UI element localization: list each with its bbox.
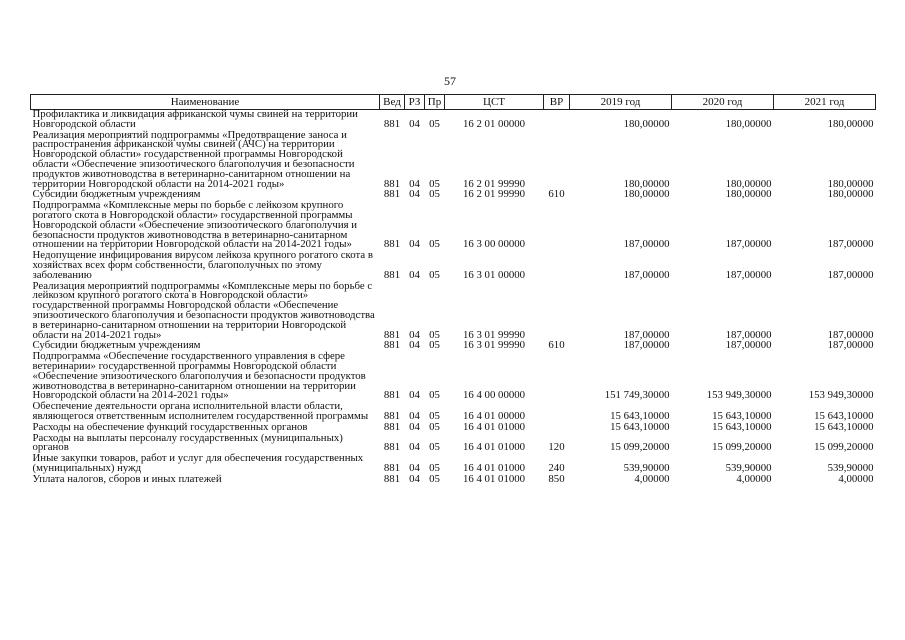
cell-2021: 180,00000 (827, 177, 874, 190)
cell-name: Субсидии бюджетным учреждениям (32, 339, 201, 352)
cell-vr (544, 352, 570, 402)
cell-pr: 05 (429, 328, 440, 341)
cell-cst: 16 3 01 00000 (462, 268, 526, 281)
cell-2019: 187,00000 (623, 339, 670, 352)
cell-ved: 881 (383, 238, 401, 251)
cell-ved: 881 (383, 328, 401, 341)
cell-rz: 04 (409, 409, 420, 422)
cell-pr: 05 (429, 420, 440, 433)
cell-2020: 187,00000 (725, 238, 772, 251)
cell-vr: 240 (548, 461, 565, 474)
cell-pr: 05 (429, 441, 440, 454)
cell-2020: 4,00000 (736, 472, 772, 485)
cell-vr: 120 (548, 441, 565, 454)
cell-ved: 881 (383, 268, 401, 281)
cell-2020: 153 949,30000 (706, 389, 772, 402)
cell-2020: 187,00000 (725, 339, 772, 352)
cell-vr: 610 (548, 188, 565, 201)
cell-cst: 16 4 01 01000 (462, 441, 526, 454)
cell-pr: 05 (429, 461, 440, 474)
cell-2021: 15 099,20000 (814, 441, 874, 454)
cell-2020: 15 643,10000 (712, 420, 772, 433)
cell-name: Подпрограмма «Обеспечение государственного управления в сфере ветеринарии» государственной программы Новгородской области «Обеспечение эпизоотического благополучия и безопасности продуктов животноводства в ветеринарно-санитарном отношении на территории Новгородской области на 2014-2021 годы» (32, 350, 366, 402)
cell-2020: 15 643,10000 (712, 409, 772, 422)
cell-vr (544, 423, 570, 434)
cell-2021: 187,00000 (827, 268, 874, 281)
cell-rz: 04 (409, 268, 420, 281)
budget-table (30, 94, 876, 485)
table-row (31, 282, 876, 342)
cell-ved: 881 (383, 420, 401, 433)
table-row (31, 110, 876, 131)
table-row (31, 475, 876, 486)
cell-name: Реализация мероприятий подпрограммы «Предотвращение заноса и распространения африканской чумы свиней (АЧС) на территории Новгородской области» государственной программы Новгородской области «Обеспечение эпизоотического благополучия и безопасности продуктов животноводства в ветеринарно-санитарном отношении на территории Новгородской области на 2014-2021 годы» (32, 128, 355, 190)
cell-rz: 04 (409, 188, 420, 201)
cell-2019: 15 643,10000 (610, 420, 670, 433)
cell-2021: 15 643,10000 (814, 409, 874, 422)
cell-cst: 16 4 01 00000 (462, 409, 526, 422)
cell-2019: 151 749,30000 (604, 389, 670, 402)
cell-vr (544, 251, 570, 281)
cell-rz: 04 (409, 472, 420, 485)
column-header-2020: 2020 год (672, 95, 774, 110)
cell-ved: 881 (383, 188, 401, 201)
cell-2021: 187,00000 (827, 328, 874, 341)
cell-ved: 881 (383, 117, 401, 130)
table-row (31, 201, 876, 251)
column-header-2021: 2021 год (774, 95, 876, 110)
cell-2021: 187,00000 (827, 238, 874, 251)
cell-ved: 881 (383, 409, 401, 422)
column-header-ved: Вед (380, 95, 405, 110)
cell-2019: 180,00000 (623, 188, 670, 201)
cell-rz: 04 (409, 328, 420, 341)
cell-name: Уплата налогов, сборов и иных платежей (32, 472, 222, 485)
table-row (31, 454, 876, 475)
cell-2020: 187,00000 (725, 268, 772, 281)
cell-rz: 04 (409, 441, 420, 454)
table-row (31, 352, 876, 402)
cell-pr: 05 (429, 117, 440, 130)
cell-name: Профилактика и ликвидация африканской чумы свиней на территории Новгородской области (32, 108, 358, 130)
cell-ved: 881 (383, 177, 401, 190)
cell-2021: 4,00000 (838, 472, 874, 485)
column-header-name: Наименование (31, 95, 380, 110)
cell-cst: 16 3 00 00000 (462, 238, 526, 251)
cell-rz: 04 (409, 461, 420, 474)
column-header-2019: 2019 год (570, 95, 672, 110)
cell-name: Реализация мероприятий подпрограммы «Комплексные меры по борьбе с лейкозом крупного рогатого скота в Новгородской области» государственной программы Новгородской области «Обеспечение эпизоотического благополучия и безопасности продуктов животноводства в ветеринарно-санитарном отношении на территории Новгородской области на 2014-2021 годы» (32, 279, 375, 341)
cell-2020: 180,00000 (725, 117, 772, 130)
cell-rz: 04 (409, 177, 420, 190)
cell-2019: 15 643,10000 (610, 409, 670, 422)
cell-vr (544, 402, 570, 423)
cell-rz: 04 (409, 389, 420, 402)
cell-2019: 15 099,20000 (610, 441, 670, 454)
cell-2019: 187,00000 (623, 268, 670, 281)
cell-2020: 15 099,20000 (712, 441, 772, 454)
cell-vr: 850 (548, 472, 565, 485)
cell-ved: 881 (383, 461, 401, 474)
cell-name: Недопущение инфицирования вирусом лейкоза крупного рогатого скота в хозяйствах всех форм собственности, благополучных по этому заболеванию (32, 249, 373, 281)
cell-cst: 16 4 00 00000 (462, 389, 526, 402)
table-body (31, 110, 876, 486)
cell-pr: 05 (429, 472, 440, 485)
cell-cst: 16 2 01 99990 (462, 188, 526, 201)
cell-pr: 05 (429, 188, 440, 201)
cell-2019: 180,00000 (623, 117, 670, 130)
table-row (31, 131, 876, 191)
cell-cst: 16 2 01 99990 (462, 177, 526, 190)
cell-rz: 04 (409, 117, 420, 130)
cell-pr: 05 (429, 339, 440, 352)
cell-cst: 16 3 01 99990 (462, 328, 526, 341)
cell-2019: 4,00000 (634, 472, 670, 485)
table-row (31, 434, 876, 455)
cell-2021: 15 643,10000 (814, 420, 874, 433)
cell-cst: 16 3 01 99990 (462, 339, 526, 352)
cell-2021: 180,00000 (827, 117, 874, 130)
column-header-pr: Пр (425, 95, 445, 110)
cell-2019: 539,90000 (623, 461, 670, 474)
cell-2019: 180,00000 (623, 177, 670, 190)
column-header-rz: РЗ (405, 95, 425, 110)
cell-pr: 05 (429, 177, 440, 190)
cell-pr: 05 (429, 268, 440, 281)
cell-ved: 881 (383, 472, 401, 485)
cell-2021: 187,00000 (827, 339, 874, 352)
cell-vr: 610 (548, 339, 565, 352)
column-header-vr: ВР (544, 95, 570, 110)
cell-ved: 881 (383, 441, 401, 454)
cell-vr (544, 282, 570, 342)
cell-cst: 16 2 01 00000 (462, 117, 526, 130)
cell-pr: 05 (429, 238, 440, 251)
cell-name: Субсидии бюджетным учреждениям (32, 188, 201, 201)
cell-2021: 153 949,30000 (808, 389, 874, 402)
cell-cst: 16 4 01 01000 (462, 461, 526, 474)
cell-2021: 180,00000 (827, 188, 874, 201)
cell-cst: 16 4 01 01000 (462, 472, 526, 485)
cell-rz: 04 (409, 420, 420, 433)
cell-rz: 04 (409, 238, 420, 251)
cell-name: Подпрограмма «Комплексные меры по борьбе с лейкозом крупного рогатого скота в Новгородской области» государственной программы Новгородской области «Обеспечение эпизоотического благополучия и безопасности продуктов животноводства в ветеринарно-санитарном отношении на территории Новгородской области на 2014-2021 годы» (32, 199, 358, 251)
cell-2020: 180,00000 (725, 177, 772, 190)
cell-pr: 05 (429, 409, 440, 422)
cell-cst: 16 4 01 01000 (462, 420, 526, 433)
cell-vr (544, 131, 570, 191)
cell-pr: 05 (429, 389, 440, 402)
cell-ved: 881 (383, 339, 401, 352)
cell-2019: 187,00000 (623, 238, 670, 251)
cell-2019: 187,00000 (623, 328, 670, 341)
cell-2021: 539,90000 (827, 461, 874, 474)
cell-2020: 180,00000 (725, 188, 772, 201)
cell-rz: 04 (409, 339, 420, 352)
cell-name: Обеспечение деятельности органа исполнительной власти области, являющегося ответственным исполнителем государственной программы (32, 400, 369, 422)
cell-name: Иные закупки товаров, работ и услуг для обеспечения государственных (муниципальных) нужд (32, 452, 364, 474)
cell-ved: 881 (383, 389, 401, 402)
cell-name: Расходы на обеспечение функций государственных органов (32, 420, 308, 433)
cell-vr (544, 201, 570, 251)
cell-name: Расходы на выплаты персоналу государственных (муниципальных) органов (32, 431, 343, 454)
column-header-cst: ЦСТ (445, 95, 544, 110)
table-row (31, 402, 876, 423)
table-row (31, 251, 876, 281)
cell-vr (544, 110, 570, 131)
cell-2020: 539,90000 (725, 461, 772, 474)
page-number: 57 (444, 74, 456, 88)
cell-2020: 187,00000 (725, 328, 772, 341)
